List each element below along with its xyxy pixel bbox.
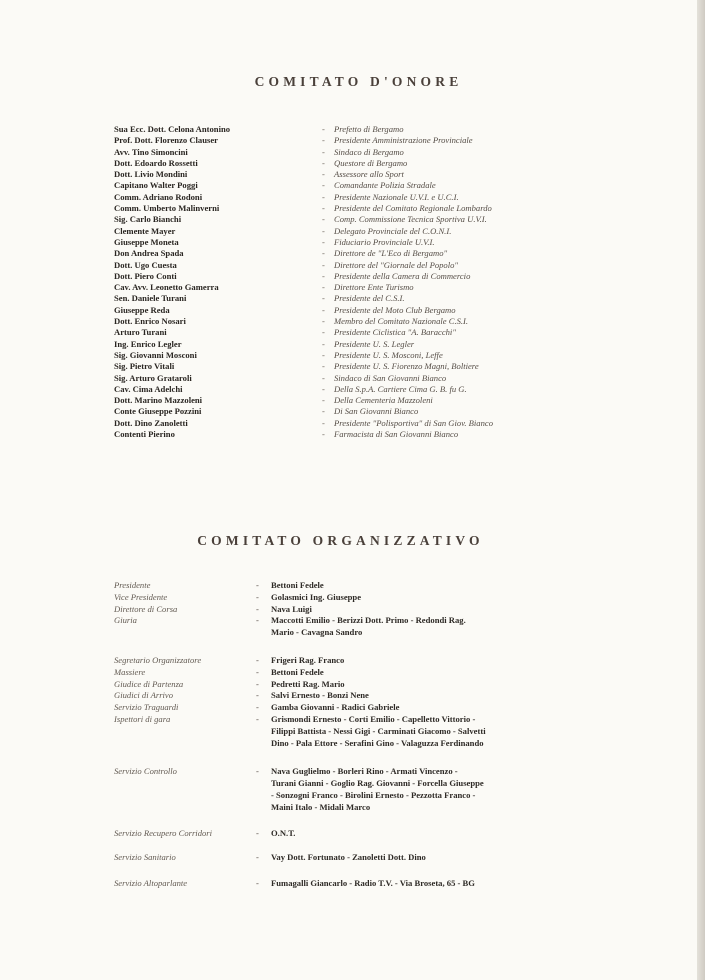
org-role-label: Giudice di Partenza [114,678,184,689]
org-row [114,802,574,814]
org-row [114,738,574,750]
org-row [114,627,574,639]
honor-separator: - [322,248,325,259]
honor-separator: - [322,180,325,191]
honor-separator: - [322,214,325,225]
org-row [114,878,574,890]
honor-separator: - [322,383,325,394]
honor-member-name: Cav. Avv. Leonetto Gamerra [114,282,219,293]
honor-member-role: Farmacista di San Giovanni Bianco [334,429,459,440]
org-role-block [114,667,574,679]
honor-separator: - [322,135,325,146]
org-role-label: Direttore di Corsa [114,603,178,614]
organizing-committee-title: COMITATO ORGANIZZATIVO [197,533,484,548]
org-row [114,655,574,667]
honor-member-name: Comm. Umberto Malinverni [114,203,220,214]
honor-member-role: Presidente della Camera di Commercio [334,270,471,281]
org-row [114,615,574,627]
honor-member-role: Presidente U. S. Legler [334,338,415,349]
honor-member-role: Fiduciario Provinciale U.V.I. [334,236,435,247]
honor-separator: - [322,282,325,293]
org-members: Filippi Battista - Nessi Gigi - Carminati Giacomo - Salvetti [271,725,486,736]
honor-member-name: Dott. Dino Zanoletti [114,417,188,428]
org-role-label: Servizio Sanitario [114,852,176,863]
honor-separator: - [322,169,325,180]
honor-member-role: Presidente Amministrazione Provinciale [334,135,473,146]
honor-member-name: Dott. Ugo Cuesta [114,259,177,270]
honor-separator: - [322,406,325,417]
org-members: Gamba Giovanni - Radici Gabriele [271,702,400,713]
org-members: Vay Dott. Fortunato - Zanoletti Dott. Dino [271,852,426,863]
honor-member-role: Direttore Ente Turismo [334,282,414,293]
organizing-committee-list [114,580,574,890]
honor-member-name: Dott. Marino Mazzoleni [114,395,203,406]
org-members: Salvi Ernesto - Bonzi Nene [271,690,369,701]
honor-member-name: Contenti Pierino [114,429,175,440]
honor-member-role: Direttore del "Giornale del Popolo" [334,259,459,270]
honor-member-role: Sindaco di Bergamo [334,146,404,157]
org-role-block [114,655,574,667]
org-separator: - [256,591,259,602]
org-members: Pedretti Rag. Mario [271,678,345,689]
honor-separator: - [322,361,325,372]
org-separator: - [256,666,259,677]
org-row [114,702,574,714]
org-row [114,667,574,679]
honor-separator: - [322,270,325,281]
honor-member-name: Ing. Enrico Legler [114,338,182,349]
org-separator: - [256,702,259,713]
honor-member-name: Arturo Turani [114,327,167,338]
org-members: Maccotti Emilio - Berizzi Dott. Primo - Redondi Rag. [271,615,466,626]
honor-member-name: Dott. Edoardo Rossetti [114,157,198,168]
honor-member-name: Prof. Dott. Florenzo Clauser [114,135,218,146]
org-row [114,726,574,738]
org-members: Bettoni Fedele [271,666,324,677]
org-row [114,714,574,726]
honor-member-role: Questore di Bergamo [334,157,408,168]
org-role-label: Massiere [114,666,146,677]
org-role-block [114,852,574,864]
org-role-block [114,766,574,813]
org-members: Bettoni Fedele [271,580,324,590]
honor-member-role: Presidente Ciclistica "A. Baracchi" [334,327,456,338]
honor-member-name: Cav. Cima Adelchi [114,383,183,394]
org-role-label: Giuria [114,615,137,626]
honor-member-name: Dott. Livio Mondini [114,169,188,180]
org-members: Nava Luigi [271,603,312,614]
honor-member-name: Sig. Arturo Grataroli [114,372,192,383]
org-row [114,690,574,702]
honor-member-role: Presidente "Polisportiva" di San Giov. Bianco [334,417,494,428]
org-role-label: Servizio Recupero Corridori [114,827,213,838]
org-separator: - [256,713,259,724]
honor-separator: - [322,316,325,327]
org-members: Grismondi Ernesto - Corti Emilio - Capelletto Vittorio - [271,713,476,724]
honor-member-name: Conte Giuseppe Pozzini [114,406,202,417]
org-role-label: Giudici di Arrivo [114,690,174,701]
org-separator: - [256,690,259,701]
honor-committee-title: COMITATO D'ONORE [254,74,463,89]
org-separator: - [256,678,259,689]
org-members: Maini Italo - Midali Marco [271,801,371,812]
org-members: Mario - Cavagna Sandro [271,627,363,638]
org-role-block [114,690,574,702]
honor-separator: - [322,225,325,236]
honor-separator: - [322,372,325,383]
honor-member-name: Giuseppe Reda [114,304,170,315]
org-separator: - [256,878,259,889]
honor-separator: - [322,146,325,157]
honor-separator: - [322,259,325,270]
org-role-label: Servizio Traguardi [114,702,179,713]
honor-member-name: Sen. Daniele Turani [114,293,187,304]
page-edge [697,0,705,980]
org-members: Dino - Pala Ettore - Serafini Gino - Valaguzza Ferdinando [271,737,484,748]
org-role-label: Segretario Organizzatore [114,654,202,665]
org-role-block [114,702,574,714]
org-role-block [114,828,574,840]
org-role-block [114,679,574,691]
honor-member-role: Assessore allo Sport [334,169,404,180]
honor-separator: - [322,395,325,406]
honor-member-role: Direttore de "L'Eco di Bergamo" [334,248,448,259]
org-separator: - [256,615,259,626]
org-separator: - [256,827,259,838]
org-row [114,592,574,604]
honor-member-name: Sua Ecc. Dott. Celona Antonino [114,124,231,134]
honor-member-role: Comandante Polizia Stradale [334,180,436,191]
org-row [114,778,574,790]
org-row [114,766,574,778]
org-members: Golasmici Ing. Giuseppe [271,591,362,602]
honor-separator: - [322,236,325,247]
honor-member-role: Della S.p.A. Cartiere Cima G. B. fu G. [334,383,467,394]
org-row [114,580,574,592]
org-members: O.N.T. [271,827,296,838]
honor-member-name: Comm. Adriano Rodoni [114,191,203,202]
honor-separator: - [322,124,325,134]
honor-member-role: Presidente del Moto Club Bergamo [334,304,456,315]
honor-separator: - [322,157,325,168]
org-separator: - [256,852,259,863]
honor-member-role: Delegato Provinciale del C.O.N.I. [334,225,452,236]
org-row [114,604,574,616]
honor-member-name: Capitano Walter Poggi [114,180,198,191]
honor-member-name: Dott. Piero Conti [114,270,177,281]
honor-separator: - [322,429,325,440]
honor-member-name: Giuseppe Moneta [114,236,179,247]
org-row [114,852,574,864]
org-role-label: Servizio Controllo [114,766,177,777]
honor-member-name: Sig. Carlo Bianchi [114,214,182,225]
org-role-block [114,714,574,749]
org-role-label: Servizio Altoparlante [114,878,188,889]
honor-separator: - [322,327,325,338]
org-members: Fumagalli Giancarlo - Radio T.V. - Via Broseta, 65 - BG [271,878,475,889]
org-row [114,828,574,840]
org-members: - Sonzogni Franco - Birolini Ernesto - Pezzotta Franco - [271,789,476,800]
org-separator: - [256,766,259,777]
org-separator: - [256,654,259,665]
org-role-label: Ispettori di gara [114,713,171,724]
honor-member-role: Membro del Comitato Nazionale C.S.I. [334,316,469,327]
honor-separator: - [322,417,325,428]
org-role-block [114,615,574,639]
honor-member-role: Presidente del C.S.I. [334,293,405,304]
org-role-block [114,604,574,616]
org-role-label: Presidente [114,580,151,590]
honor-separator: - [322,304,325,315]
honor-separator: - [322,349,325,360]
honor-member-role: Presidente Nazionale U.V.I. e U.C.I. [334,191,459,202]
org-role-block [114,878,574,890]
honor-separator: - [322,293,325,304]
honor-member-role: Presidente U. S. Mosconi, Leffe [334,349,443,360]
honor-member-name: Sig. Pietro Vitali [114,361,175,372]
org-members: Turani Gianni - Goglio Rag. Giovanni - Forcella Giuseppe [271,778,484,789]
org-row [114,790,574,802]
honor-member-role: Sindaco di San Giovanni Bianco [334,372,447,383]
honor-separator: - [322,338,325,349]
org-role-block [114,592,574,604]
honor-member-role: Prefetto di Bergamo [334,124,404,134]
honor-member-name: Don Andrea Spada [114,248,184,259]
honor-member-role: Della Cementeria Mazzoleni [334,395,433,406]
honor-member-name: Dott. Enrico Nosari [114,316,186,327]
honor-member-role: Comp. Commissione Tecnica Sportiva U.V.I. [334,214,487,225]
honor-separator: - [322,203,325,214]
org-row [114,679,574,691]
org-separator: - [256,580,259,590]
honor-member-role: Di San Giovanni Bianco [334,406,419,417]
org-members: Nava Guglielmo - Borleri Rino - Armati Vincenzo - [271,766,458,777]
honor-member-name: Clemente Mayer [114,225,176,236]
honor-member-role: Presidente U. S. Fiorenzo Magni, Boltiere [334,361,479,372]
honor-separator: - [322,191,325,202]
org-separator: - [256,603,259,614]
honor-member-role: Presidente del Comitato Regionale Lombardo [334,203,492,214]
honor-member-name: Avv. Tino Simoncini [114,146,188,157]
honor-member-name: Sig. Giovanni Mosconi [114,349,197,360]
org-role-label: Vice Presidente [114,591,168,602]
org-role-block [114,580,574,592]
org-members: Frigeri Rag. Franco [271,654,345,665]
